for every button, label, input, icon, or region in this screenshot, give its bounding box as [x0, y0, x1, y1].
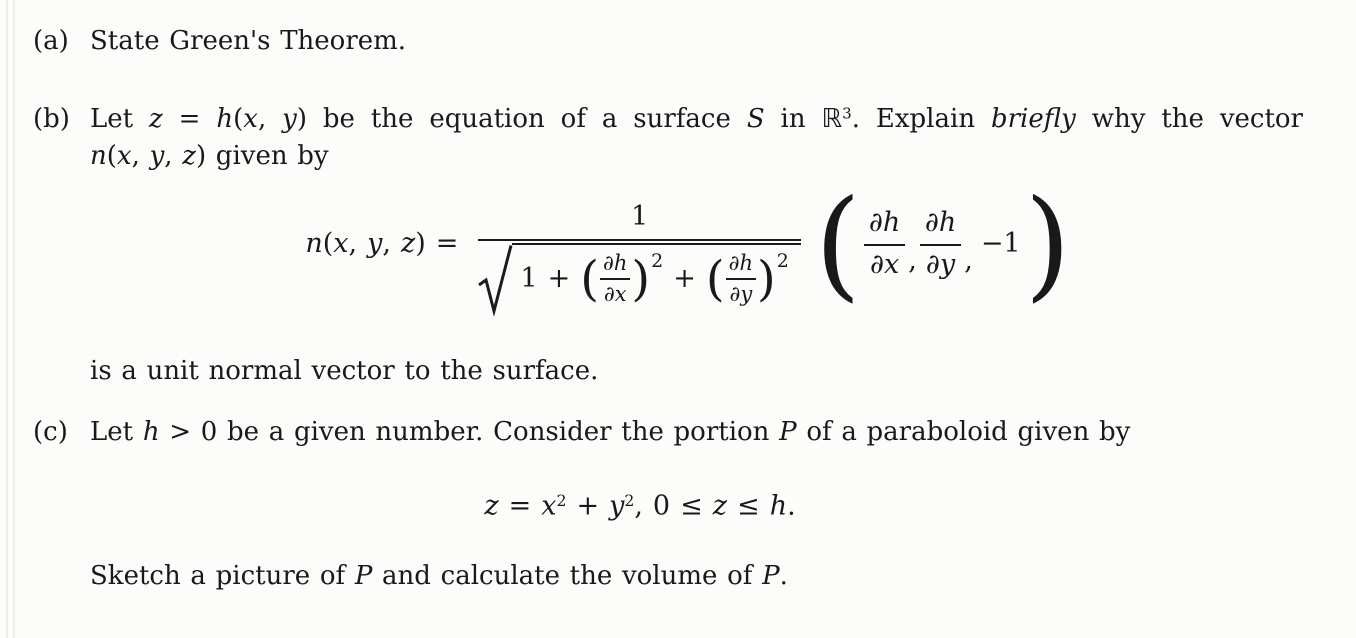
fraction-numerator: ∂h: [600, 251, 630, 280]
sqrt-radicand: 1 + ( $\frac{\partial h}{\partial x}$ ) 2 + ( $\frac{\partial h}{\partial y}$ ) 2: [512, 243, 800, 309]
text-segment: Let: [90, 104, 150, 135]
text-segment: x: [116, 141, 132, 171]
fraction-numerator: ∂h: [726, 251, 756, 280]
text-segment: =: [162, 104, 217, 135]
fraction-denominator: [478, 239, 800, 316]
problem-b-line3: [33, 354, 1356, 389]
problem-b-line3-text: is a unit normal vector to the surface.: [90, 356, 599, 386]
problem-a-label: (a): [33, 26, 69, 56]
problem-a-text: State Green's Theorem.: [90, 26, 407, 56]
fraction-denominator: ∂y: [925, 248, 956, 280]
problem-a-line: [33, 24, 1303, 59]
minus-one-component: −1: [980, 227, 1021, 259]
text-segment: Let: [90, 417, 143, 447]
problem-b-line1: [33, 97, 1303, 137]
text-segment: 3: [842, 105, 852, 123]
text-segment: n: [90, 141, 107, 171]
text-segment: .: [787, 490, 796, 522]
text-segment: of a paraboloid given by: [796, 417, 1131, 447]
text-segment: =: [498, 490, 542, 522]
text-segment: x: [541, 490, 557, 522]
scan-edge-artifact: [6, 0, 18, 638]
text-segment: n: [305, 227, 323, 259]
radicand-prefix: 1 +: [520, 263, 581, 295]
text-segment: h: [216, 104, 234, 135]
fraction-numerator: ∂h: [864, 205, 905, 245]
problem-b-line1-text: [90, 104, 1303, 134]
text-segment: Sketch a picture of: [90, 561, 355, 591]
text-segment: ℝ: [821, 104, 843, 135]
text-segment: why the vector: [1075, 104, 1303, 135]
problem-c-line1: [33, 415, 1303, 450]
text-segment: in: [764, 104, 822, 135]
text-segment: x: [243, 104, 258, 135]
text-segment: ) given by: [195, 141, 329, 171]
problem-c-line2: [33, 559, 1356, 594]
formula-lhs: [305, 228, 468, 259]
problem-c-line2-text: [90, 561, 788, 591]
fraction-denominator: ∂x: [603, 281, 627, 306]
exponent: 2: [776, 249, 789, 272]
fraction-numerator: ∂h: [920, 205, 961, 245]
text-segment: ) be the equation of a surface: [296, 104, 747, 135]
text-segment: ,: [382, 227, 401, 259]
text-segment: y: [282, 104, 297, 135]
text-segment: (: [322, 227, 334, 259]
plus-sign: +: [663, 263, 706, 295]
fraction-denominator: ∂y: [729, 281, 753, 306]
sqrt-radical-icon: [478, 244, 514, 316]
text-segment: x: [333, 227, 349, 259]
text-segment: ,: [348, 227, 368, 259]
text-segment: 2: [556, 491, 567, 510]
problem-c-line1-text: [90, 417, 1130, 447]
text-segment: P: [354, 561, 373, 591]
text-segment: z: [484, 490, 499, 522]
problem-b-line2-text: [90, 141, 329, 171]
text-segment: y: [367, 227, 383, 259]
text-segment: ≤: [727, 490, 770, 522]
text-segment: ,: [257, 104, 283, 135]
paraboloid-equation-text: [484, 480, 795, 528]
exponent: 2: [651, 249, 664, 272]
text-segment: > 0 be a given number. Consider the portion: [159, 417, 780, 447]
comma: ,: [908, 244, 917, 276]
normal-vector-components: ( $\frac{\partial h}{\partial x}$ , $\frac{\partial h}{\partial y}$ , −1 ): [814, 172, 1071, 314]
partial-dh-dy-fraction: [726, 251, 756, 307]
unit-normal-formula: [33, 172, 1303, 314]
text-segment: +: [566, 490, 610, 522]
partial-dh-dx-fraction: [864, 205, 905, 281]
text-segment: , 0 ≤: [634, 490, 713, 522]
text-segment: y: [149, 141, 165, 171]
text-segment: z: [400, 227, 416, 259]
text-segment: ) =: [415, 227, 469, 259]
text-segment: S: [746, 104, 765, 135]
fraction-numerator: 1: [631, 201, 649, 232]
text-segment: (: [233, 104, 244, 135]
text-segment: briefly: [990, 104, 1076, 135]
text-segment: h: [769, 490, 788, 522]
text-segment: z: [182, 141, 196, 171]
text-segment: 2: [624, 491, 635, 510]
text-segment: y: [609, 490, 625, 522]
problem-b-label: (b): [33, 104, 70, 135]
text-segment: h: [142, 417, 160, 447]
problem-c-label: (c): [33, 417, 68, 447]
formula-main-fraction: [478, 202, 800, 316]
text-segment: (: [106, 141, 117, 171]
comma: ,: [964, 244, 973, 276]
partial-dh-dy-fraction: [920, 205, 961, 281]
text-segment: ,: [164, 141, 183, 171]
text-segment: P: [779, 417, 797, 447]
text-segment: .: [779, 561, 788, 591]
problem-b-line2: [33, 139, 1356, 174]
partial-dh-dx-fraction: [600, 251, 630, 307]
text-segment: z: [712, 490, 728, 522]
paraboloid-equation: [33, 480, 1303, 528]
fraction-denominator: ∂x: [869, 248, 900, 280]
text-segment: ,: [131, 141, 150, 171]
text-segment: z: [149, 104, 163, 135]
text-segment: and calculate the volume of: [372, 561, 763, 591]
text-segment: . Explain: [851, 104, 991, 135]
text-segment: P: [762, 561, 780, 591]
